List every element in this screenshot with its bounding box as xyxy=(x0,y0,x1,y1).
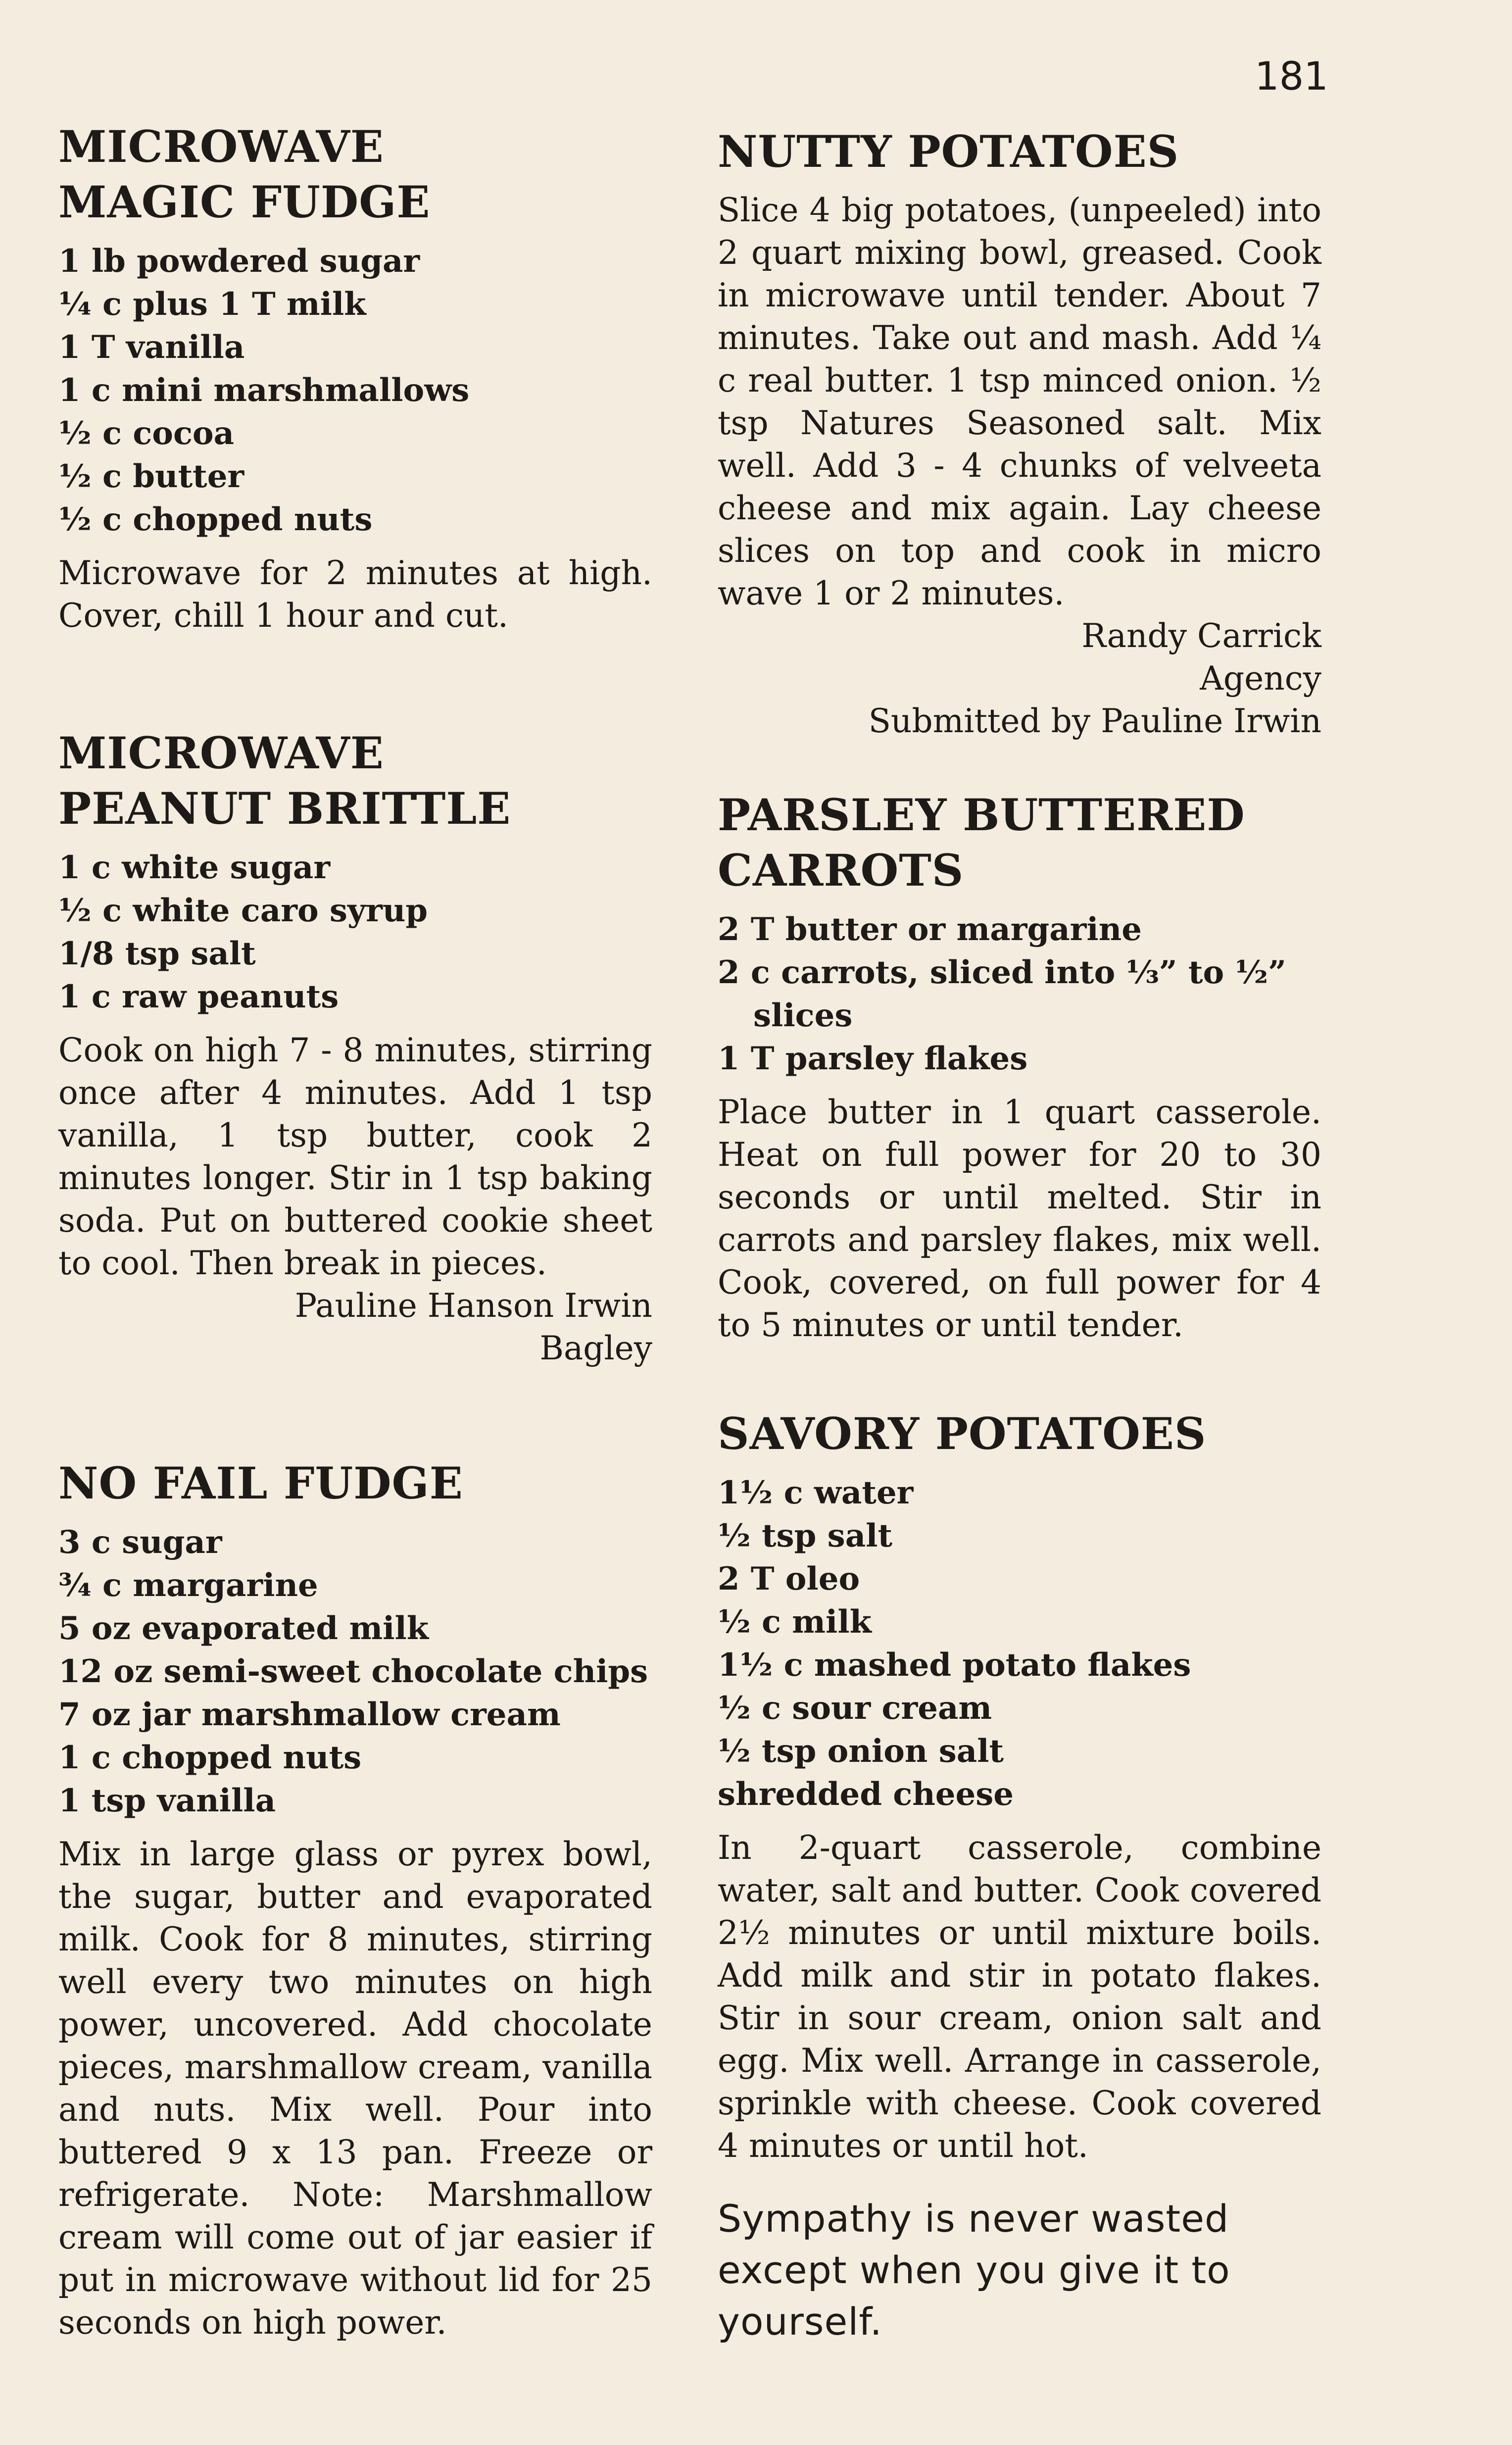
recipe-parsley-buttered-carrots xyxy=(718,787,1321,1347)
ingredient: 2 c carrots, sliced into ⅓” to ½” slices xyxy=(718,954,1286,1034)
ingredient: 1 T vanilla xyxy=(58,329,245,366)
recipe-no-fail-fudge xyxy=(58,1455,652,2344)
ingredient: ½ c cocoa xyxy=(58,415,235,452)
credit-line: Bagley xyxy=(539,1329,652,1367)
ingredient: 1 c mini marshmallows xyxy=(58,372,470,409)
credit-line: Randy Carrick xyxy=(1081,617,1321,655)
ingredient: 1/8 tsp salt xyxy=(58,935,256,972)
ingredient: 3 c sugar xyxy=(58,1524,222,1561)
recipe-nutty-potatoes xyxy=(718,124,1321,743)
recipe-directions: Mix in large glass or pyrex bowl, the sugar, butter and evaporated milk. Cook for 8 minutes, stirring well every two minutes on high power, uncovered. Add chocolate pieces, marshmallow cream, vanilla and nuts. Mix well. Pour into buttered 9 x 13 pan. Freeze or refrigerate. Note: Marshmallow cream will come out of jar easier if put in microwave without lid for 25 seconds on high power. xyxy=(58,1835,652,2342)
recipe-title: SAVORY POTATOES xyxy=(718,1408,1207,1459)
ingredient: ½ c chopped nuts xyxy=(58,501,373,538)
ingredient: 1 c raw peanuts xyxy=(58,978,339,1015)
recipe-microwave-peanut-brittle xyxy=(58,725,652,1370)
ingredient: 5 oz evaporated milk xyxy=(58,1610,429,1647)
ingredient-list xyxy=(58,1521,652,1822)
ingredient: ½ tsp onion salt xyxy=(718,1733,1004,1770)
page-number: 181 xyxy=(1255,54,1328,99)
credit-line: Agency xyxy=(1200,659,1321,698)
ingredient: 12 oz semi-sweet chocolate chips xyxy=(58,1653,648,1690)
credit-line: Pauline Hanson Irwin xyxy=(294,1287,652,1325)
recipe-directions: Slice 4 big potatoes, (unpeeled) into 2 quart mixing bowl, greased. Cook in microwave until tender. About 7 minutes. Take out and mash. Add ¼ c real butter. 1 tsp minced onion. ½ tsp Natures Seasoned salt. Mix well. Add 3 - 4 chunks of velveeta cheese and mix again. Lay cheese slices on top and cook in micro wave 1 or 2 minutes. xyxy=(718,191,1321,612)
recipe-directions: In 2-quart casserole, combine water, salt and butter. Cook covered 2½ minutes or until mixture boils. Add milk and stir in potato flakes. Stir in sour cream, onion salt and egg. Mix well. Arrange in casserole, sprinkle with cheese. Cook covered 4 minutes or until hot. xyxy=(718,1829,1321,2165)
recipe-title: PARSLEY BUTTERED CARROTS xyxy=(718,789,1245,896)
recipe-title: NO FAIL FUDGE xyxy=(58,1457,463,1509)
ingredient: 1½ c water xyxy=(718,1474,914,1511)
ingredient: ¼ c plus 1 T milk xyxy=(58,286,366,323)
ingredient: ½ tsp salt xyxy=(718,1517,893,1554)
filler-quote: Sympathy is never wasted except when you give it to yourself. xyxy=(718,2196,1230,2344)
recipe-directions: Place butter in 1 quart casserole. Heat on full power for 20 to 30 seconds or until melted. Stir in carrots and parsley flakes, mix well. Cook, covered, on full power for 4 to 5 minutes or until tender. xyxy=(718,1093,1321,1344)
ingredient: 7 oz jar marshmallow cream xyxy=(58,1696,561,1733)
credit-line: Submitted by Pauline Irwin xyxy=(868,702,1321,740)
ingredient: ½ c white caro syrup xyxy=(58,892,428,929)
ingredient: ¾ c margarine xyxy=(58,1567,318,1604)
ingredient: 1 tsp vanilla xyxy=(58,1782,276,1819)
ingredient: ½ c butter xyxy=(58,458,244,495)
recipe-savory-potatoes xyxy=(718,1406,1321,2167)
ingredient-list xyxy=(718,908,1321,1080)
recipe-directions: Cook on high 7 - 8 minutes, stirring once after 4 minutes. Add 1 tsp vanilla, 1 tsp butter, cook 2 minutes longer. Stir in 1 tsp baking soda. Put on buttered cookie sheet to cool. Then break in pieces. xyxy=(58,1031,652,1282)
ingredient: 1 c chopped nuts xyxy=(58,1739,362,1776)
recipe-title: MICROWAVE PEANUT BRITTLE xyxy=(58,727,511,834)
recipe-title: MICROWAVE MAGIC FUDGE xyxy=(58,121,431,228)
recipe-microwave-magic-fudge xyxy=(58,119,652,637)
ingredient: 1 lb powdered sugar xyxy=(58,243,420,280)
ingredient: 1 T parsley flakes xyxy=(718,1040,1028,1077)
ingredient: ½ c milk xyxy=(718,1603,872,1641)
recipe-credit xyxy=(718,615,1321,743)
recipe-title: NUTTY POTATOES xyxy=(718,126,1179,177)
ingredient: 1½ c mashed potato flakes xyxy=(718,1647,1191,1684)
ingredient: 2 T butter or margarine xyxy=(718,911,1142,948)
ingredient: shredded cheese xyxy=(718,1776,1014,1813)
ingredient: 2 T oleo xyxy=(718,1560,860,1597)
recipe-directions: Microwave for 2 minutes at high. Cover, chill 1 hour and cut. xyxy=(58,554,652,635)
ingredient: 1 c white sugar xyxy=(58,849,331,886)
ingredient: ½ c sour cream xyxy=(718,1690,992,1727)
ingredient-list xyxy=(58,846,652,1018)
ingredient-list xyxy=(718,1471,1321,1816)
ingredient-list xyxy=(58,240,652,541)
recipe-credit xyxy=(58,1285,652,1370)
